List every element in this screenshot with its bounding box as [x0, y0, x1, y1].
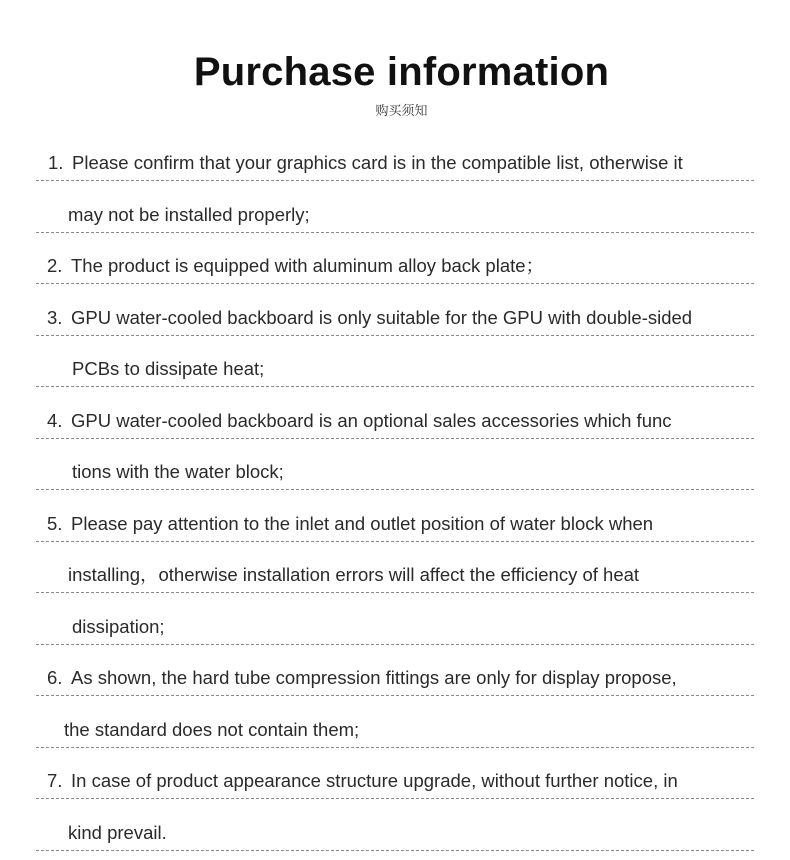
notice-text: The product is equipped with aluminum alloy back plate；	[71, 255, 545, 276]
notice-line	[36, 197, 754, 233]
notice-line	[36, 660, 754, 696]
notice-line	[36, 609, 754, 645]
notice-line	[36, 454, 754, 490]
notice-line	[36, 506, 754, 542]
notice-number: 7.	[47, 770, 63, 791]
notice-text: GPU water-cooled backboard is only suitable for the GPU with double-sided	[71, 307, 693, 328]
notice-number: 2.	[47, 255, 63, 276]
notice-text: the standard does not contain them;	[64, 719, 360, 740]
notice-text: Please pay attention to the inlet and outlet position of water block when	[71, 513, 654, 534]
page-subtitle: 购买须知	[375, 103, 428, 118]
notice-line	[36, 351, 754, 387]
page-title: Purchase information	[193, 50, 610, 94]
notice-line	[36, 815, 754, 851]
notice-number: 5.	[47, 513, 63, 534]
notice-text: kind prevail.	[68, 822, 167, 843]
notice-text: PCBs to dissipate heat;	[72, 358, 265, 379]
notice-line	[36, 403, 754, 439]
notice-text: dissipation;	[72, 616, 165, 637]
notice-number: 3.	[47, 307, 63, 328]
notice-line	[36, 300, 754, 336]
notice-line	[36, 248, 754, 284]
notice-number: 6.	[47, 667, 63, 688]
notice-text: As shown, the hard tube compression fittings are only for display propose,	[71, 667, 677, 688]
notice-text: installing，otherwise installation errors will affect the efficiency of heat	[68, 564, 640, 585]
notice-line	[36, 145, 754, 181]
notice-text: may not be installed properly;	[68, 204, 310, 225]
notice-line	[36, 712, 754, 748]
notice-text: tions with the water block;	[72, 461, 284, 482]
notice-text: GPU water-cooled backboard is an optional sales accessories which func	[71, 410, 672, 431]
notice-text: In case of product appearance structure upgrade, without further notice, in	[71, 770, 678, 791]
notice-number: 1.	[48, 152, 64, 173]
notice-line	[36, 763, 754, 799]
notice-text: Please confirm that your graphics card is in the compatible list, otherwise it	[72, 152, 683, 173]
notice-line	[36, 557, 754, 593]
notice-number: 4.	[47, 410, 63, 431]
